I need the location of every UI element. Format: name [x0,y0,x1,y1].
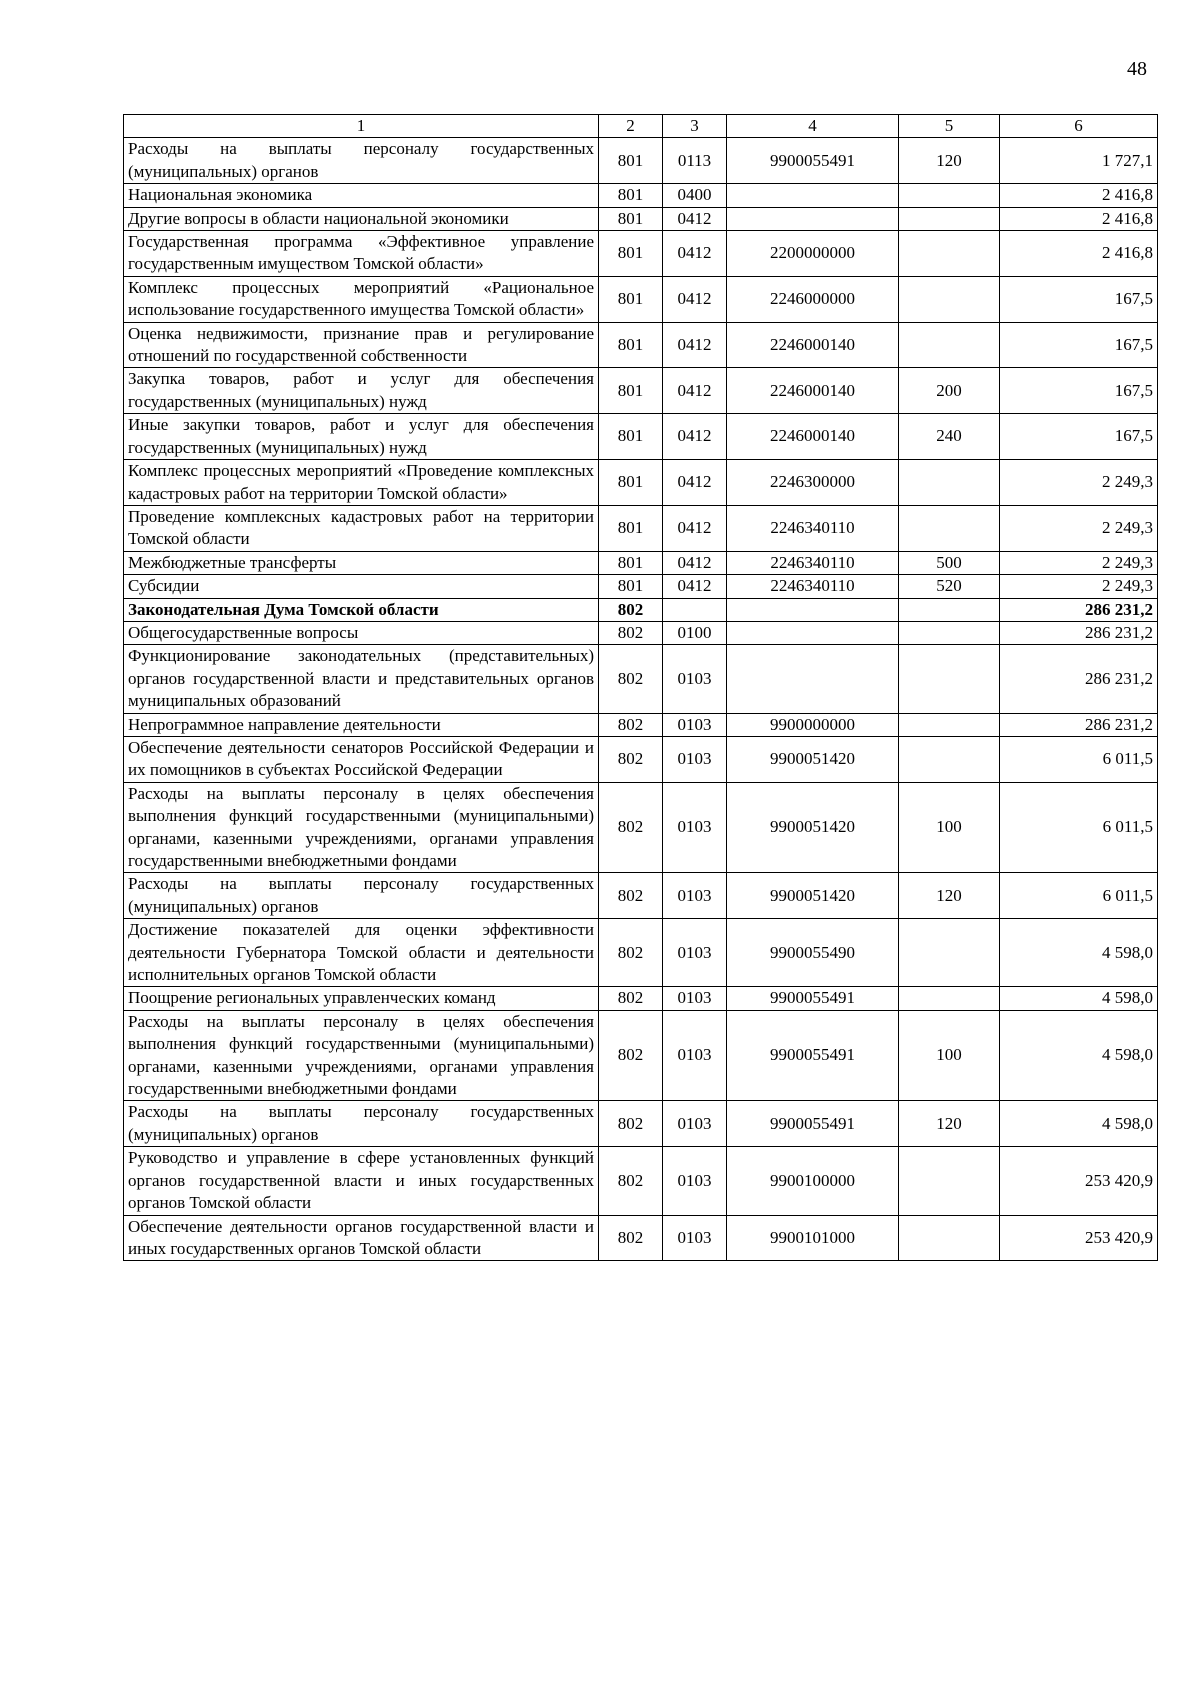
row-amount: 253 420,9 [1000,1215,1158,1261]
row-name: Непрограммное направление деятельности [124,713,599,736]
row-name: Оценка недвижимости, признание прав и регулирование отношений по государственной собственности [124,322,599,368]
row-expense-type: 500 [899,551,1000,574]
row-name: Иные закупки товаров, работ и услуг для обеспечения государственных (муниципальных) нужд [124,414,599,460]
header-row [124,115,1158,138]
row-ministry-code: 801 [599,276,663,322]
table-row [124,1215,1158,1261]
row-name: Межбюджетные трансферты [124,551,599,574]
row-target-code [727,598,899,621]
table-row [124,713,1158,736]
table-row [124,873,1158,919]
row-ministry-code: 802 [599,1215,663,1261]
row-ministry-code: 801 [599,184,663,207]
row-ministry-code: 802 [599,1147,663,1215]
table-row [124,621,1158,644]
row-target-code: 9900101000 [727,1215,899,1261]
row-target-code: 9900051420 [727,736,899,782]
row-expense-type [899,713,1000,736]
row-target-code: 9900055491 [727,138,899,184]
row-ministry-code: 802 [599,1101,663,1147]
row-expense-type [899,598,1000,621]
row-amount: 286 231,2 [1000,713,1158,736]
row-expense-type [899,207,1000,230]
row-ministry-code: 801 [599,551,663,574]
row-section-code: 0412 [663,207,727,230]
page-number: 48 [1127,58,1147,80]
table-row [124,1010,1158,1101]
row-amount: 167,5 [1000,276,1158,322]
row-name: Государственная программа «Эффективное управление государственным имуществом Томской области» [124,231,599,277]
row-section-code: 0412 [663,368,727,414]
row-expense-type: 120 [899,1101,1000,1147]
row-amount: 6 011,5 [1000,782,1158,873]
row-expense-type [899,736,1000,782]
row-target-code: 2246000140 [727,414,899,460]
row-name: Расходы на выплаты персоналу государственных (муниципальных) органов [124,873,599,919]
row-expense-type: 120 [899,873,1000,919]
row-ministry-code: 802 [599,1010,663,1101]
row-section-code: 0412 [663,505,727,551]
row-section-code: 0412 [663,231,727,277]
row-ministry-code: 801 [599,207,663,230]
row-target-code: 9900051420 [727,873,899,919]
row-name: Комплекс процессных мероприятий «Проведение комплексных кадастровых работ на территории Томской области» [124,460,599,506]
row-expense-type: 240 [899,414,1000,460]
header-col-3: 3 [663,115,727,138]
row-target-code: 2246340110 [727,551,899,574]
row-amount: 2 416,8 [1000,207,1158,230]
table-row [124,919,1158,987]
table-body [124,138,1158,1261]
row-section-code: 0103 [663,645,727,713]
row-ministry-code: 801 [599,368,663,414]
row-section-code [663,598,727,621]
row-amount: 1 727,1 [1000,138,1158,184]
row-target-code [727,621,899,644]
row-target-code [727,207,899,230]
row-target-code [727,184,899,207]
row-target-code: 9900055491 [727,987,899,1010]
row-name: Субсидии [124,575,599,598]
row-expense-type [899,231,1000,277]
row-section-code: 0412 [663,575,727,598]
row-expense-type [899,322,1000,368]
row-expense-type: 200 [899,368,1000,414]
table-row [124,184,1158,207]
row-name: Национальная экономика [124,184,599,207]
row-name: Закупка товаров, работ и услуг для обеспечения государственных (муниципальных) нужд [124,368,599,414]
row-amount: 4 598,0 [1000,987,1158,1010]
row-amount: 6 011,5 [1000,873,1158,919]
row-section-code: 0103 [663,1101,727,1147]
row-section-code: 0103 [663,736,727,782]
row-amount: 2 416,8 [1000,184,1158,207]
row-name: Обеспечение деятельности органов государственной власти и иных государственных органов Томской области [124,1215,599,1261]
row-ministry-code: 801 [599,505,663,551]
row-ministry-code: 801 [599,231,663,277]
row-expense-type [899,1215,1000,1261]
row-amount: 2 249,3 [1000,575,1158,598]
row-target-code: 2200000000 [727,231,899,277]
row-name: Законодательная Дума Томской области [124,598,599,621]
row-target-code: 9900000000 [727,713,899,736]
row-name: Расходы на выплаты персоналу государственных (муниципальных) органов [124,1101,599,1147]
row-section-code: 0103 [663,919,727,987]
row-expense-type: 120 [899,138,1000,184]
table-row [124,207,1158,230]
table-row [124,551,1158,574]
table-row [124,598,1158,621]
row-name: Обеспечение деятельности сенаторов Российской Федерации и их помощников в субъектах Российской Федерации [124,736,599,782]
row-expense-type: 100 [899,782,1000,873]
row-target-code: 2246340110 [727,575,899,598]
table-row [124,414,1158,460]
row-ministry-code: 802 [599,621,663,644]
table-row [124,322,1158,368]
row-amount: 6 011,5 [1000,736,1158,782]
row-section-code: 0412 [663,460,727,506]
row-amount: 2 416,8 [1000,231,1158,277]
row-section-code: 0103 [663,1215,727,1261]
table-row [124,460,1158,506]
row-name: Другие вопросы в области национальной экономики [124,207,599,230]
row-section-code: 0412 [663,322,727,368]
row-ministry-code: 802 [599,873,663,919]
row-target-code: 2246340110 [727,505,899,551]
row-section-code: 0103 [663,1147,727,1215]
table-row [124,138,1158,184]
row-section-code: 0103 [663,873,727,919]
row-name: Расходы на выплаты персоналу государственных (муниципальных) органов [124,138,599,184]
row-target-code: 9900055491 [727,1101,899,1147]
row-target-code: 9900051420 [727,782,899,873]
budget-table [123,114,1158,1261]
row-ministry-code: 802 [599,598,663,621]
row-name: Комплекс процессных мероприятий «Рациональное использование государственного имущества Томской области» [124,276,599,322]
row-ministry-code: 801 [599,138,663,184]
row-amount: 286 231,2 [1000,621,1158,644]
row-ministry-code: 801 [599,460,663,506]
row-section-code: 0103 [663,713,727,736]
row-section-code: 0100 [663,621,727,644]
table-row [124,368,1158,414]
row-ministry-code: 802 [599,736,663,782]
row-ministry-code: 802 [599,782,663,873]
table-row [124,987,1158,1010]
row-amount: 2 249,3 [1000,505,1158,551]
table-row [124,645,1158,713]
table-row [124,736,1158,782]
row-ministry-code: 802 [599,919,663,987]
row-amount: 167,5 [1000,368,1158,414]
row-target-code: 2246000000 [727,276,899,322]
row-ministry-code: 802 [599,987,663,1010]
row-target-code [727,645,899,713]
header-col-5: 5 [899,115,1000,138]
row-expense-type [899,919,1000,987]
row-target-code: 9900055490 [727,919,899,987]
row-target-code: 2246000140 [727,322,899,368]
row-ministry-code: 801 [599,322,663,368]
row-section-code: 0412 [663,414,727,460]
row-name: Общегосударственные вопросы [124,621,599,644]
table-row [124,1147,1158,1215]
row-section-code: 0412 [663,551,727,574]
table-row [124,782,1158,873]
row-expense-type [899,505,1000,551]
row-section-code: 0113 [663,138,727,184]
row-ministry-code: 802 [599,713,663,736]
row-name: Поощрение региональных управленческих команд [124,987,599,1010]
row-target-code: 9900055491 [727,1010,899,1101]
table-row [124,231,1158,277]
table-row [124,1101,1158,1147]
row-target-code: 2246300000 [727,460,899,506]
row-section-code: 0103 [663,987,727,1010]
row-target-code: 9900100000 [727,1147,899,1215]
row-expense-type [899,276,1000,322]
row-amount: 4 598,0 [1000,1101,1158,1147]
table-row [124,276,1158,322]
row-amount: 2 249,3 [1000,460,1158,506]
row-amount: 4 598,0 [1000,1010,1158,1101]
row-ministry-code: 801 [599,414,663,460]
header-col-1: 1 [124,115,599,138]
row-amount: 167,5 [1000,322,1158,368]
row-expense-type: 520 [899,575,1000,598]
row-name: Расходы на выплаты персоналу в целях обеспечения выполнения функций государственными (муниципальными) органами, казенными учреждениями, органами управления государственными внебюджетными фондами [124,782,599,873]
row-amount: 253 420,9 [1000,1147,1158,1215]
row-amount: 4 598,0 [1000,919,1158,987]
row-section-code: 0103 [663,782,727,873]
row-name: Расходы на выплаты персоналу в целях обеспечения выполнения функций государственными (муниципальными) органами, казенными учреждениями, органами управления государственными внебюджетными фондами [124,1010,599,1101]
row-name: Функционирование законодательных (представительных) органов государственной власти и представительных органов муниципальных образований [124,645,599,713]
table-row [124,575,1158,598]
row-amount: 286 231,2 [1000,598,1158,621]
header-col-2: 2 [599,115,663,138]
row-section-code: 0103 [663,1010,727,1101]
header-col-4: 4 [727,115,899,138]
row-expense-type [899,1147,1000,1215]
row-expense-type [899,621,1000,644]
row-expense-type [899,987,1000,1010]
row-section-code: 0412 [663,276,727,322]
row-expense-type [899,645,1000,713]
row-name: Проведение комплексных кадастровых работ на территории Томской области [124,505,599,551]
row-section-code: 0400 [663,184,727,207]
header-col-6: 6 [1000,115,1158,138]
row-expense-type [899,184,1000,207]
row-name: Достижение показателей для оценки эффективности деятельности Губернатора Томской области и деятельности исполнительных органов Томской области [124,919,599,987]
row-ministry-code: 801 [599,575,663,598]
row-amount: 167,5 [1000,414,1158,460]
table-row [124,505,1158,551]
row-amount: 2 249,3 [1000,551,1158,574]
row-amount: 286 231,2 [1000,645,1158,713]
row-name: Руководство и управление в сфере установленных функций органов государственной власти и иных государственных органов Томской области [124,1147,599,1215]
row-target-code: 2246000140 [727,368,899,414]
row-expense-type [899,460,1000,506]
row-ministry-code: 802 [599,645,663,713]
row-expense-type: 100 [899,1010,1000,1101]
